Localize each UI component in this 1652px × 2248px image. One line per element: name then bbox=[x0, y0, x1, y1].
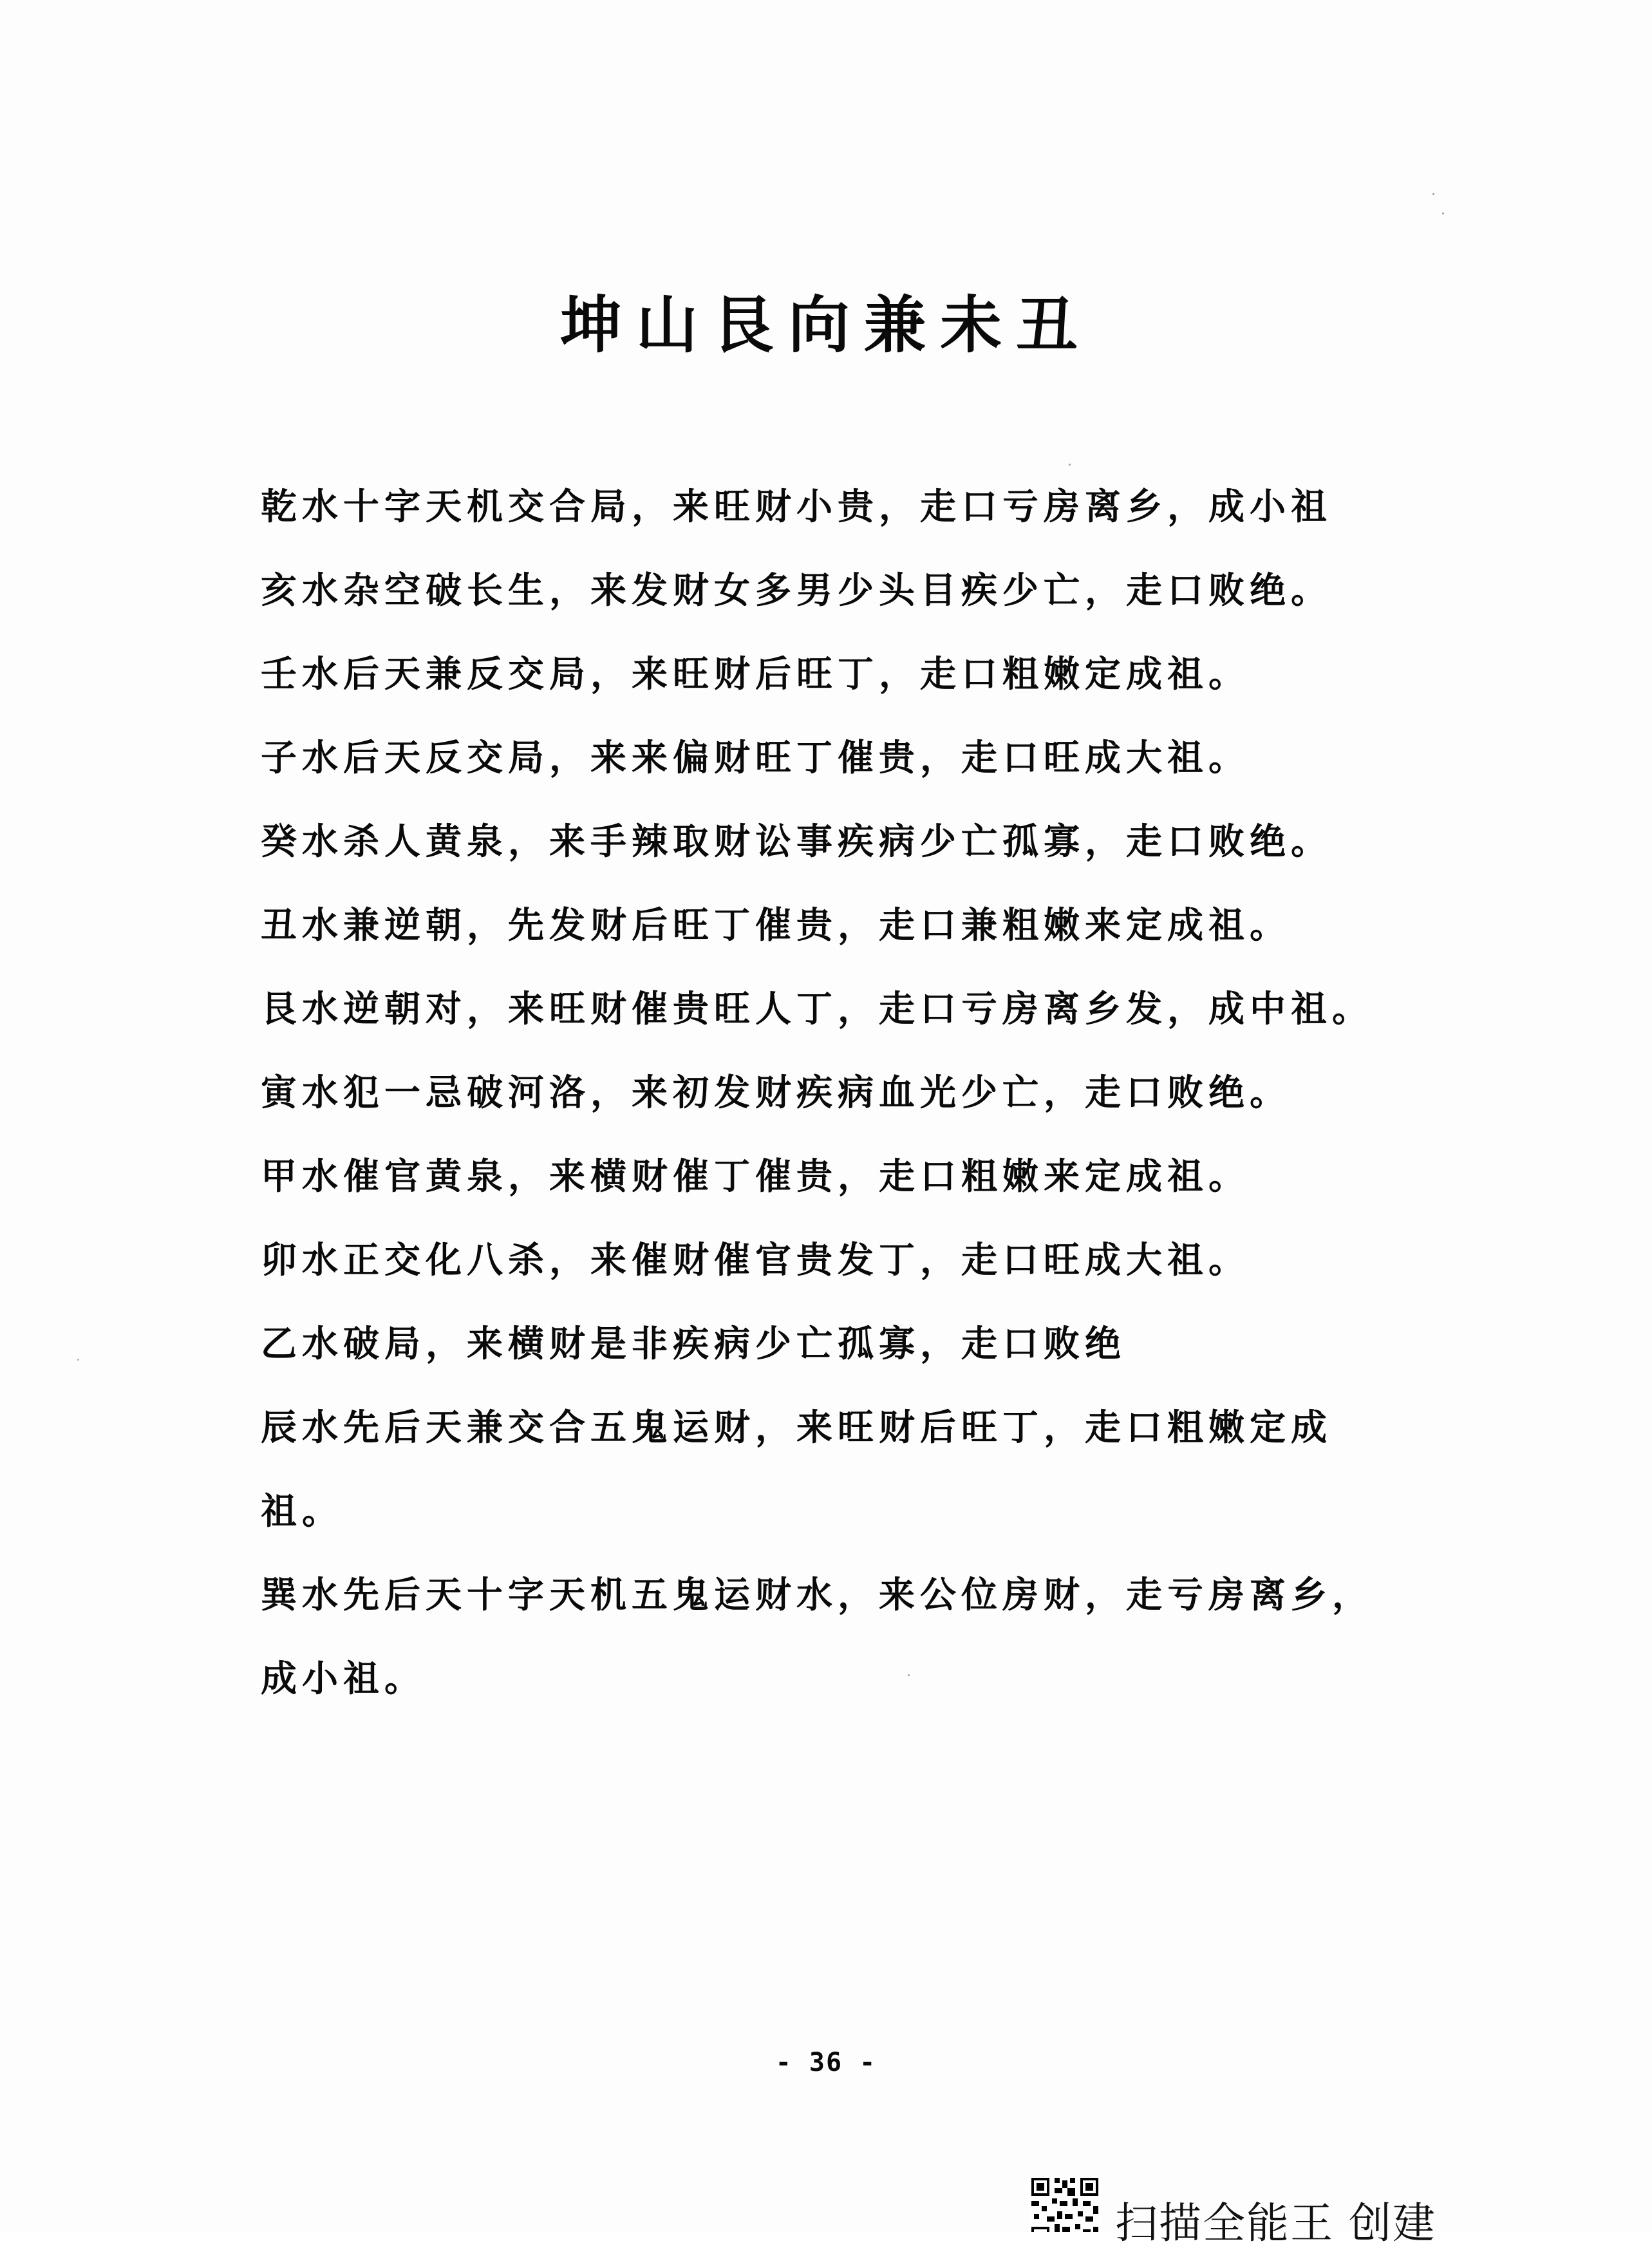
text-line: 辰水先后天兼交合五鬼运财，来旺财后旺丁，走口粗嫩定成 bbox=[261, 1406, 1332, 1449]
scan-speck bbox=[908, 1674, 910, 1676]
text-line: 乙水破局，来横财是非疾病少亡孤寡，走口败绝 bbox=[261, 1323, 1126, 1365]
text-line: 壬水后天兼反交局，来旺财后旺丁，走口粗嫩定成祖。 bbox=[261, 653, 1250, 695]
qr-code-icon bbox=[1029, 2175, 1101, 2232]
text-line: 艮水逆朝对，来旺财催贵旺人丁，走口亏房离乡发，成中祖。 bbox=[261, 988, 1373, 1030]
scanner-watermark bbox=[1029, 2175, 1436, 2248]
watermark-text: 扫描全能王 创建 bbox=[1115, 2198, 1436, 2248]
page-number: - 36 - bbox=[775, 2048, 877, 2077]
scan-speck bbox=[1442, 213, 1444, 214]
scan-speck bbox=[1432, 193, 1434, 195]
text-line: 寅水犯一忌破河洛，来初发财疾病血光少亡，走口败绝。 bbox=[261, 1072, 1291, 1114]
text-line: 祖。 bbox=[261, 1490, 343, 1533]
text-line: 甲水催官黄泉，来横财催丁催贵，走口粗嫩来定成祖。 bbox=[261, 1155, 1250, 1198]
scan-speck bbox=[77, 1359, 79, 1361]
text-line: 癸水杀人黄泉，来手辣取财讼事疾病少亡孤寡，走口败绝。 bbox=[261, 820, 1332, 863]
text-line: 丑水兼逆朝，先发财后旺丁催贵，走口兼粗嫩来定成祖。 bbox=[261, 904, 1291, 947]
text-line: 乾水十字天机交合局，来旺财小贵，走口亏房离乡，成小祖 bbox=[261, 486, 1332, 528]
scan-speck bbox=[1069, 464, 1071, 466]
text-line: 卯水正交化八杀，来催财催官贵发丁，走口旺成大祖。 bbox=[261, 1239, 1250, 1281]
page-title: 坤山艮向兼未丑 bbox=[560, 288, 1092, 361]
text-line: 子水后天反交局，来来偏财旺丁催贵，走口旺成大祖。 bbox=[261, 737, 1250, 779]
text-line: 亥水杂空破长生，来发财女多男少头目疾少亡，走口败绝。 bbox=[261, 569, 1332, 612]
body-text bbox=[261, 465, 1439, 1721]
text-line: 巽水先后天十字天机五鬼运财水，来公位房财，走亏房离乡， bbox=[261, 1574, 1373, 1616]
text-line: 成小祖。 bbox=[261, 1658, 426, 1700]
